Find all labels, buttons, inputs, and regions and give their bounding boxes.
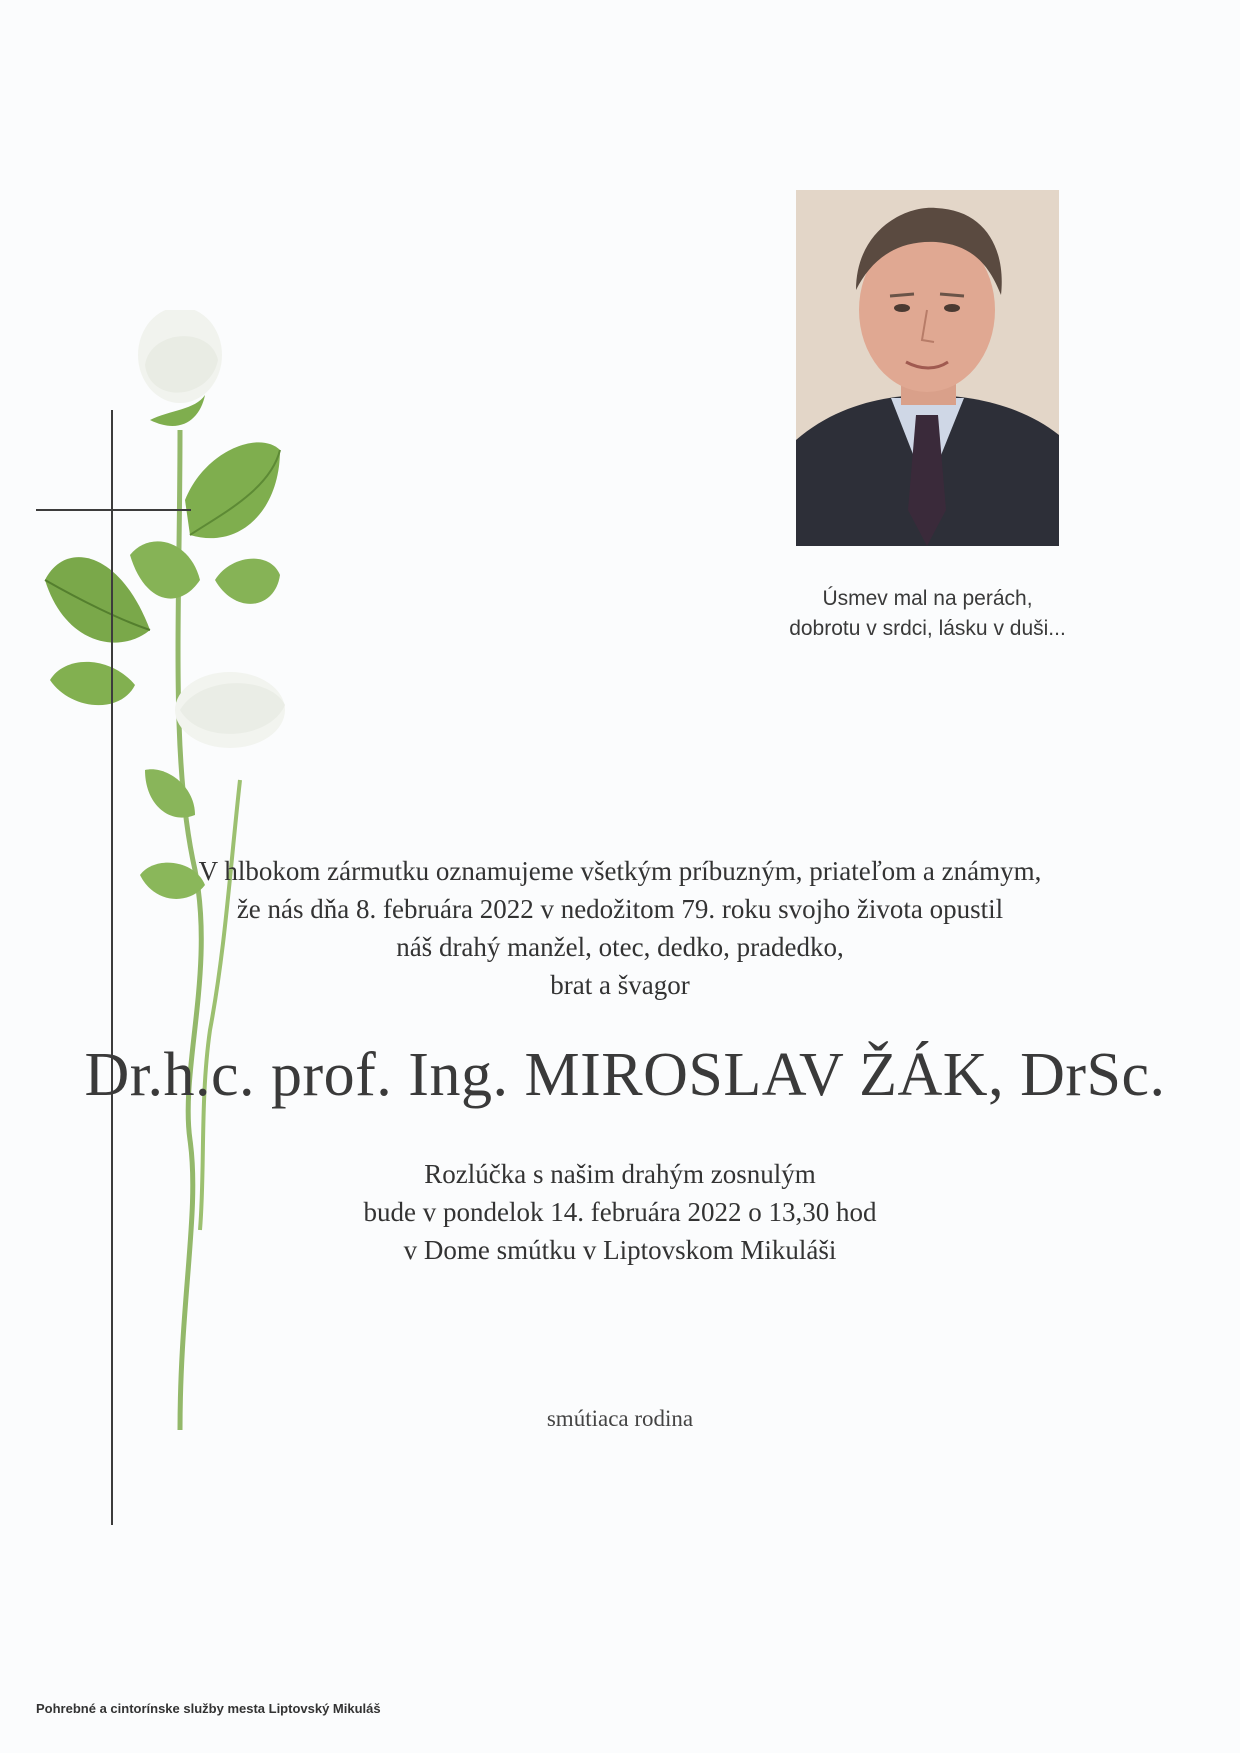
- farewell-line: bude v pondelok 14. februára 2022 o 13,30 hod: [363, 1197, 877, 1227]
- caption-line: dobrotu v srdci, lásku v duši...: [789, 617, 1066, 640]
- caption-line: Úsmev mal na perách,: [822, 587, 1033, 610]
- family-signature: smútiaca rodina: [546, 1406, 694, 1431]
- portrait-photo: [796, 190, 1059, 546]
- announcement-line: náš drahý manžel, otec, dedko, pradedko,: [396, 932, 844, 962]
- deceased-name: Dr.h.c. prof. Ing. MIROSLAV ŽÁK, DrSc.: [84, 1041, 1166, 1109]
- death-announcement: [90, 852, 1150, 1004]
- photo-caption: [700, 584, 1155, 644]
- farewell-line: v Dome smútku v Liptovskom Mikuláši: [403, 1235, 837, 1265]
- farewell-details: [220, 1155, 1020, 1269]
- funeral-service-footer: Pohrebné a cintorínske služby mesta Liptovský Mikuláš: [36, 1701, 381, 1716]
- announcement-line: že nás dňa 8. februára 2022 v nedožitom 79. roku svojho života opustil: [236, 894, 1004, 924]
- announcement-line: V hlbokom zármutku oznamujeme všetkým príbuzným, priateľom a známym,: [198, 856, 1042, 886]
- cross-arm: [36, 509, 191, 511]
- announcement-line: brat a švagor: [550, 970, 690, 1000]
- farewell-line: Rozlúčka s našim drahým zosnulým: [424, 1159, 816, 1189]
